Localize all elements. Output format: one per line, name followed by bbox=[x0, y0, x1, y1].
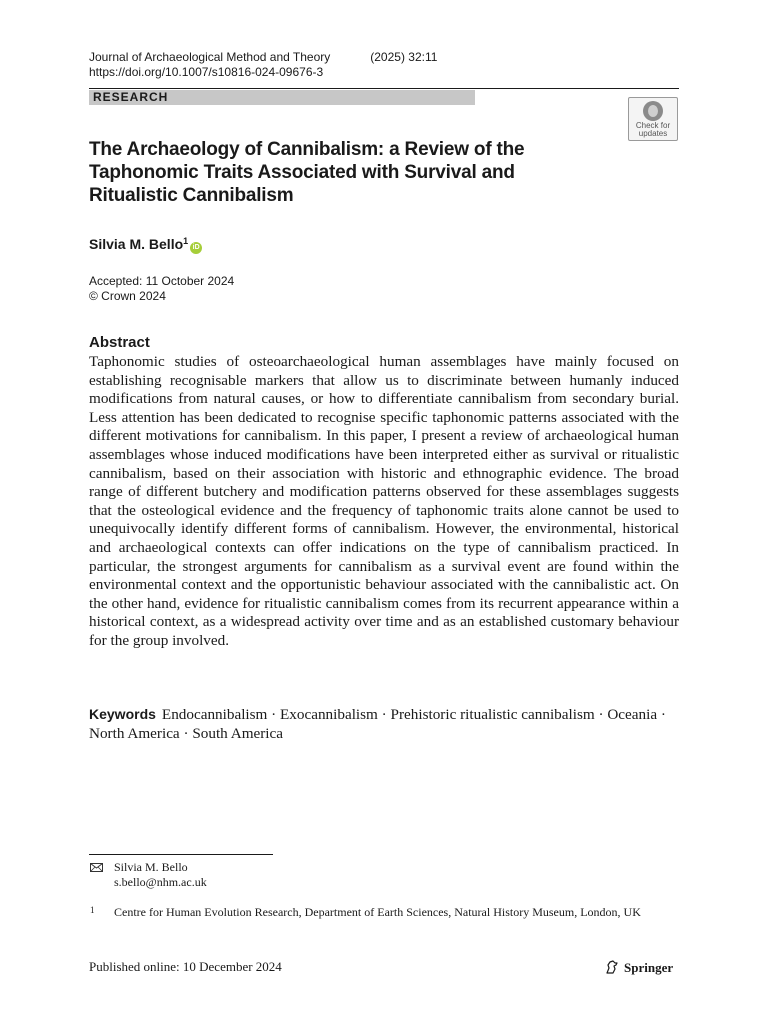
correspondence bbox=[114, 860, 207, 890]
email-link[interactable]: s.bello@nhm.ac.uk bbox=[114, 875, 207, 889]
corresponding-author: Silvia M. Bello bbox=[114, 860, 188, 874]
author-line bbox=[89, 232, 202, 254]
publisher-logo[interactable] bbox=[604, 959, 673, 977]
springer-horse-icon bbox=[604, 959, 620, 975]
abstract-heading: Abstract bbox=[89, 334, 150, 351]
keywords-list: Endocannibalism · Exocannibalism · Prehistoric ritualistic cannibalism · Oceania · North America · South America bbox=[89, 706, 666, 742]
affiliation-text: Centre for Human Evolution Research, Department of Earth Sciences, Natural History Museum, London, UK bbox=[114, 905, 641, 919]
check-for-updates-badge[interactable]: Check for updates bbox=[628, 97, 678, 141]
section-label: RESEARCH bbox=[89, 90, 475, 105]
affiliation-number: 1 bbox=[90, 905, 95, 915]
header-rule bbox=[89, 88, 679, 89]
published-date: Published online: 10 December 2024 bbox=[89, 959, 282, 974]
article-title: The Archaeology of Cannibalism: a Review of the Taphonomic Traits Associated with Survival and Ritualistic Cannibalism bbox=[89, 139, 525, 206]
publisher-name: Springer bbox=[624, 960, 674, 975]
doi-link[interactable]: https://doi.org/10.1007/s10816-024-09676-3 bbox=[89, 65, 324, 79]
check-updates-icon bbox=[643, 101, 663, 121]
keywords bbox=[89, 705, 679, 743]
abstract-text: Taphonomic studies of osteoarchaeological human assemblages have mainly focused on establishing recognisable markers that allow us to discriminate between humanly induced modifications from natural causes, or how to differentiate cannibalism from secondary burial. Less attention has been dedicated to recognise specific taphonomic patterns associated with the different motivations for cannibalism. In this paper, I present a review of archaeological human assemblages whose induced modifications have been interpreted either as survival or ritualistic cannibalism, based on their association with historic and ethnographic evidence. The broad range of different butchery and modification patterns observed for these assemblages suggests that the osteological evidence and the frequency of taphonomic traits alone cannot be used to unequivocally identify different forms of cannibalism. However, the environmental, historical and archaeological contexts can offer indications on the type of cannibalism practiced. In particular, the strongest arguments for cannibalism as a survival event are found within the environmental context and the opportunistic behaviour associated with the cannibalistic act. On the other hand, evidence for ritualistic cannibalism comes from its recurrent appearance within a historical context, as a widespread activity over time and as an established customary behaviour for the group involved. bbox=[89, 353, 679, 649]
journal-header bbox=[89, 50, 437, 80]
envelope-icon bbox=[90, 863, 103, 872]
footnote-rule bbox=[89, 854, 273, 855]
affiliation-mark: 1 bbox=[183, 236, 189, 246]
journal-name: Journal of Archaeological Method and Theory bbox=[89, 50, 331, 64]
journal-issue: (2025) 32:11 bbox=[370, 50, 438, 64]
keywords-label: Keywords bbox=[89, 706, 156, 722]
article-dates bbox=[89, 274, 234, 304]
accepted-date: Accepted: 11 October 2024 bbox=[89, 274, 235, 288]
orcid-icon[interactable]: iD bbox=[190, 242, 202, 254]
copyright: © Crown 2024 bbox=[89, 289, 166, 303]
author-name: Silvia M. Bello bbox=[89, 236, 184, 252]
